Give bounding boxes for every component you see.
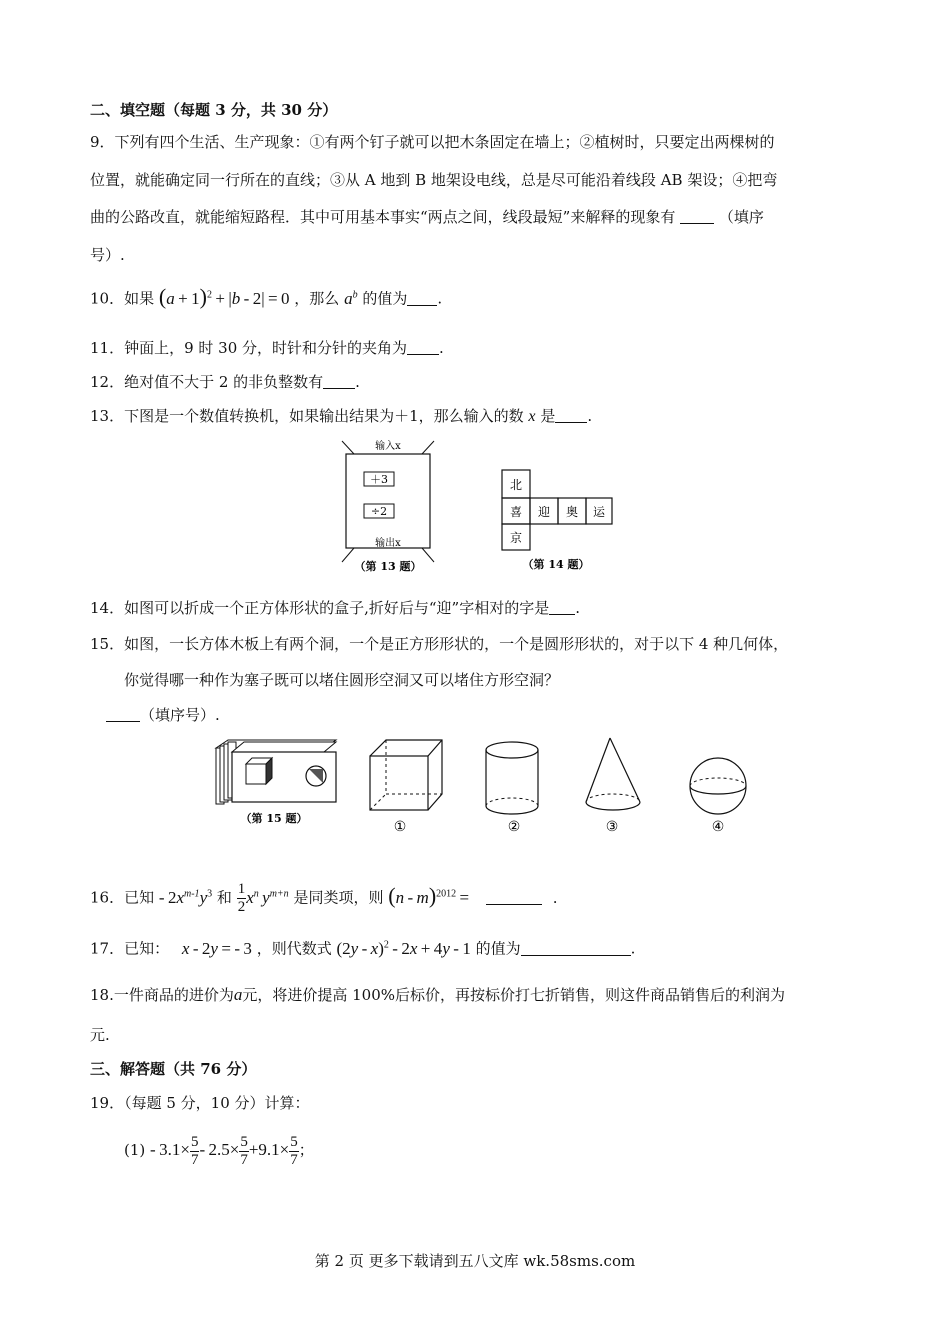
question-15-line2: 你觉得哪一种作为塞子既可以堵住圆形空洞又可以堵住方形空洞？ xyxy=(124,671,560,689)
figure-13-caption: （第 13 题） xyxy=(354,560,422,573)
question-17-suffix: 的值为 xyxy=(475,939,521,958)
expression-17: (2y - x)$^2$ - 2x + 4y - 1 xyxy=(336,938,471,958)
question-19: 19．（每题 5 分，10 分）计算： xyxy=(90,1094,310,1112)
equation-10: $(a + 1)^2 + |b - 2| = 0$ xyxy=(158,283,290,309)
section-title-fill-in: 二、填空题（每题 3 分，共 30 分） xyxy=(90,101,338,119)
answer-blank[interactable] xyxy=(486,890,542,905)
question-9-line1: 9．下列有四个生活、生产现象：①有两个钉子就可以把木条固定在墙上；②植树时，只要定出两棵树的 xyxy=(90,133,775,151)
figure-15-board-and-solids xyxy=(212,736,762,840)
answer-blank[interactable] xyxy=(323,374,355,389)
question-19-part1 xyxy=(124,1128,314,1172)
answer-blank[interactable] xyxy=(407,340,439,355)
question-11-text: 11．钟面上，9 时 30 分，时针和分针的夹角为 xyxy=(90,339,408,357)
question-18-text: 18.一件商品的进价为 xyxy=(90,986,234,1004)
question-16-end: . xyxy=(552,888,558,907)
converter-input-label: 输入x xyxy=(375,441,401,452)
question-14-end: . xyxy=(575,599,580,617)
answer-blank[interactable] xyxy=(407,291,437,306)
question-15-line3 xyxy=(106,705,220,725)
part-1-end: ； xyxy=(298,1141,314,1159)
net-cell-ying: 迎 xyxy=(537,505,551,519)
answer-blank[interactable] xyxy=(521,945,631,956)
expression-16: (n - m)$^{2012}$ = xyxy=(388,882,470,908)
answer-blank[interactable] xyxy=(549,600,575,615)
question-16-and: 和 xyxy=(216,888,232,907)
question-11-end: . xyxy=(439,339,444,357)
question-12-end: . xyxy=(355,373,360,391)
equation-17: x - 2y = - 3 xyxy=(181,938,252,958)
question-9-line2: 位置，就能确定同一行所在的直线；③从 A 地到 B 地架设电线，总是尽可能沿着线段 AB 架设；④把弯 xyxy=(90,171,778,189)
question-14-text: 14．如图可以折成一个正方体形状的盒子,折好后与“迎”字相对的字是 xyxy=(90,599,550,617)
question-12 xyxy=(90,372,360,392)
solid-label-1: ① xyxy=(393,819,407,835)
question-10 xyxy=(90,285,442,309)
question-10-mid: ，那么 xyxy=(294,289,340,308)
cube-solid xyxy=(370,740,442,810)
question-13 xyxy=(90,406,592,427)
net-cell-jing: 京 xyxy=(509,531,523,545)
solid-label-2: ② xyxy=(507,819,521,835)
question-17 xyxy=(90,930,635,960)
section-title-solve: 三、解答题（共 76 分） xyxy=(90,1060,257,1078)
cylinder-solid xyxy=(486,742,538,814)
variable-x: x xyxy=(528,408,536,425)
question-17-end: . xyxy=(630,939,636,958)
figure-14-caption: （第 14 题） xyxy=(522,558,590,571)
question-9-line3 xyxy=(90,207,764,227)
net-cell-xi: 喜 xyxy=(509,505,523,519)
sphere-solid xyxy=(690,758,746,814)
monomial-1: - $2x^{m-1}y^3$ xyxy=(158,887,213,907)
question-10-suffix: 的值为 xyxy=(362,289,408,308)
question-10-prefix: 10．如果 xyxy=(90,289,155,308)
variable-a: a xyxy=(233,985,243,1004)
question-17-prefix: 17．已知： xyxy=(90,939,170,958)
question-15-line1: 15．如图，一长方体木板上有两个洞，一个是正方形形状的，一个是圆形形状的，对于以下 4 种几何体， xyxy=(90,635,789,653)
question-18-text-b: 元，将进价提高 100%后标价，再按标价打七折销售，则这件商品销售后的利润为 xyxy=(242,986,786,1004)
answer-blank[interactable] xyxy=(680,209,714,224)
solid-label-3: ③ xyxy=(605,819,619,835)
monomial-2: $\frac{1}{2}$ $x^n$ $y^{m+n}$ xyxy=(237,881,289,916)
question-14 xyxy=(90,598,580,618)
figure-14-cube-net xyxy=(500,466,614,574)
question-9-line4: 号）. xyxy=(90,246,125,264)
question-16 xyxy=(90,876,558,916)
question-15-hint: （填序号）. xyxy=(140,706,220,724)
cone-solid xyxy=(586,738,640,810)
question-18-line2: 元. xyxy=(90,1026,110,1044)
question-9-text: 曲的公路改直，就能缩短路程．其中可用基本事实“两点之间，线段最短”来解释的现象有 xyxy=(90,208,676,226)
net-cell-ao: 奥 xyxy=(565,505,579,519)
question-13-text-b: 是 xyxy=(540,407,556,425)
question-10-end: . xyxy=(437,289,443,308)
figure-13-converter xyxy=(336,436,440,574)
question-16-prefix: 16．已知 xyxy=(90,888,155,907)
question-11 xyxy=(90,338,444,358)
converter-output-label: 输出x xyxy=(375,538,401,549)
question-13-text: 13．下图是一个数值转换机，如果输出结果为＋1，那么输入的数 xyxy=(90,407,524,425)
answer-blank[interactable] xyxy=(106,707,140,722)
question-17-mid: ，则代数式 xyxy=(256,939,332,958)
figure-15-caption: （第 15 题） xyxy=(240,812,308,825)
net-cell-bei: 北 xyxy=(509,478,523,492)
question-16-mid: 是同类项，则 xyxy=(293,888,384,907)
expression-19-1: - 3.1× $\frac{5}{7}$ - 2.5× $\frac{5}{7}$ +9.1× $\frac{5}{7}$ xyxy=(150,1133,298,1168)
solid-label-4: ④ xyxy=(711,819,725,835)
page-footer: 第 2 页 更多下载请到五八文库 wk.58sms.com xyxy=(314,1252,636,1270)
question-12-text: 12．绝对值不大于 2 的非负整数有 xyxy=(90,373,324,391)
part-1-label: (1) xyxy=(124,1141,146,1159)
answer-blank[interactable] xyxy=(555,408,587,423)
expression-a-pow-b: $a^b$ xyxy=(344,288,358,308)
net-cell-yun: 运 xyxy=(592,505,606,519)
converter-op-divide: ÷2 xyxy=(370,505,388,518)
question-18-line1 xyxy=(90,985,785,1005)
converter-op-add: ＋3 xyxy=(370,473,388,486)
question-13-end: . xyxy=(587,407,593,425)
board-with-holes xyxy=(216,740,336,804)
question-9-text-end: （填序 xyxy=(718,208,764,226)
